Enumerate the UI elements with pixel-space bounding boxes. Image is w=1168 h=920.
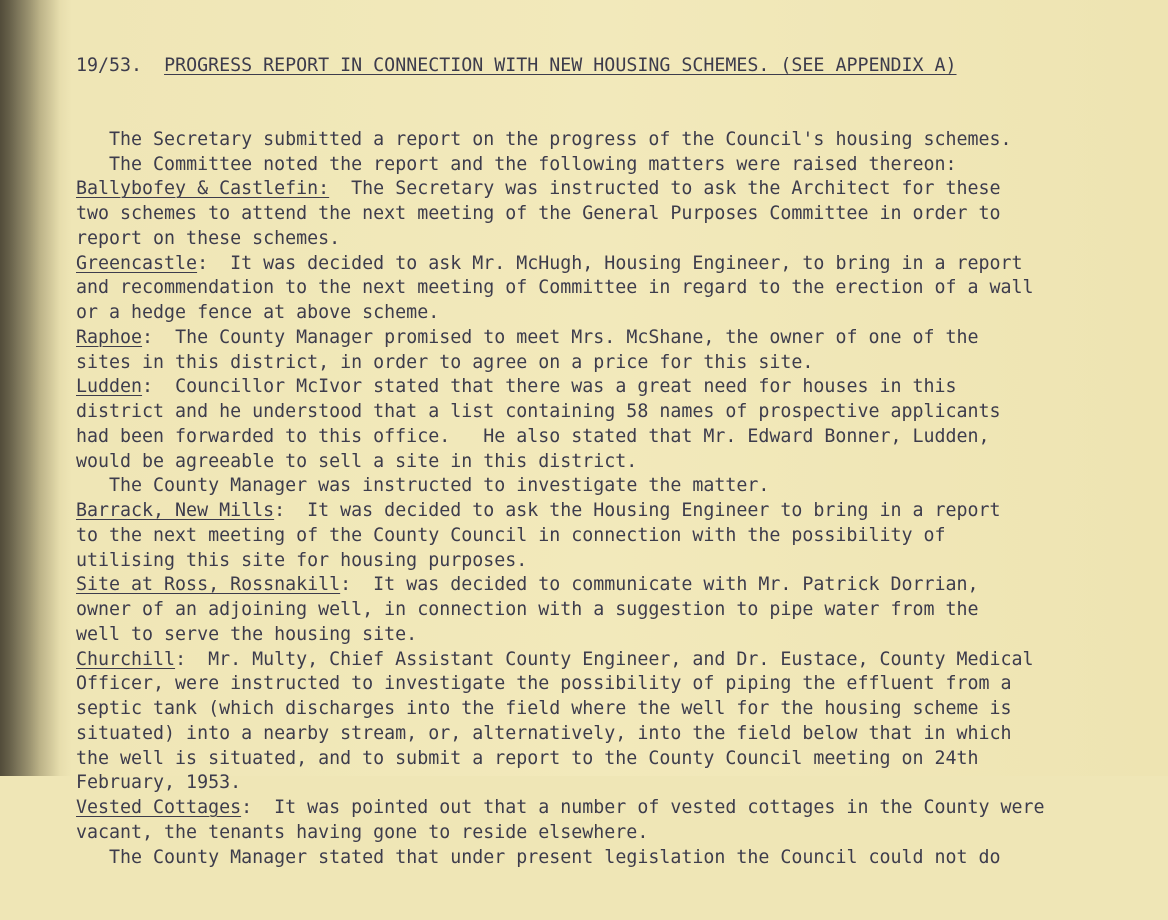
line-text: owner of an adjoining well, in connection with a suggestion to pipe water from the [76,599,979,620]
text-line [76,747,1166,772]
text-line [76,697,1166,722]
text-line [76,474,1166,499]
text-line [76,227,1166,252]
line-text: The Secretary submitted a report on the progress of the Council's housing schemes. [109,128,1012,150]
line-text: : It was decided to ask Mr. McHugh, Housing Engineer, to bring in a report [197,252,1023,274]
line-text: : Mr. Multy, Chief Assistant County Engineer, and Dr. Eustace, County Medical [175,648,1034,670]
binding-shadow [0,0,60,776]
text-line [76,202,1166,227]
line-text: would be agreeable to sell a site in this district. [76,450,638,472]
text-line [76,153,1166,178]
text-line [76,425,1166,450]
text-line [76,128,1166,153]
minute-number: 19/53. [76,54,143,76]
scheme-label: Ballybofey & Castlefin: [76,178,330,200]
line-text: and recommendation to the next meeting of Committee in regard to the erection of a wall [76,277,1034,299]
text-line [76,400,1166,425]
line-text: : It was pointed out that a number of vested cottages in the County were [241,797,1045,818]
line-text: sites in this district, in order to agree on a price for this site. [76,351,814,373]
line-text: septic tank (which discharges into the field where the well for the housing scheme is [76,698,1012,719]
scheme-label: Site at Ross, Rossnakill [76,574,341,596]
line-text: had been forwarded to this office. He also stated that Mr. Edward Bonner, Ludden, [76,425,990,447]
line-text: Officer, were instructed to investigate the possibility of piping the effluent from a [76,673,1012,695]
text-line [76,524,1166,549]
line-text: report on these schemes. [76,227,341,249]
line-text: The County Manager was instructed to investigate the matter. [109,475,770,497]
text-line [76,722,1166,747]
line-text: The Committee noted the report and the following matters were raised thereon: [109,153,957,175]
text-line [76,276,1166,301]
scheme-label: Raphoe [76,326,143,348]
line-text: utilising this site for housing purposes. [76,549,528,571]
line-text: situated) into a nearby stream, or, alternatively, into the field below that in which [76,722,1012,744]
text-line [76,549,1166,574]
minute-heading-line [76,54,1166,79]
text-line [76,672,1166,697]
text-line [76,648,1166,673]
line-text: to the next meeting of the County Council in connection with the possibility of [76,524,946,546]
text-line [76,375,1166,400]
text-line [76,573,1166,598]
text-line [76,796,1166,821]
scheme-label: Ludden [76,376,143,398]
scheme-label: Vested Cottages [76,797,242,818]
scheme-label: Greencastle [76,252,198,274]
line-text: : It was decided to ask the Housing Engineer to bring in a report [274,500,1001,521]
text-line [76,598,1166,623]
typed-minutes [76,4,1166,920]
text-line [76,623,1166,648]
text-line [76,450,1166,475]
line-text: : It was decided to communicate with Mr. Patrick Dorrian, [340,574,979,596]
text-line [76,301,1166,326]
line-text: well to serve the housing site. [76,623,418,645]
line-text: The County Manager stated that under present legislation the Council could not do [109,846,1001,868]
line-text: : The County Manager promised to meet Mrs. McShane, the owner of one of the [142,326,979,348]
line-text: February, 1953. [76,772,242,794]
text-line [76,177,1166,202]
text-line [76,846,1166,871]
line-text: or a hedge fence at above scheme. [76,302,440,323]
line-text: The Secretary was instructed to ask the Architect for these [329,178,1001,200]
text-line [76,771,1166,796]
line-text: district and he understood that a list containing 58 names of prospective applicants [76,401,1001,422]
text-line [76,252,1166,277]
minute-heading: PROGRESS REPORT IN CONNECTION WITH NEW HOUSING SCHEMES. (SEE APPENDIX A) [164,54,957,76]
text-line [76,351,1166,376]
text-line [76,499,1166,524]
minute-body [76,128,1166,871]
line-text: the well is situated, and to submit a report to the County Council meeting on 24th [76,747,979,769]
line-text: vacant, the tenants having gone to reside elsewhere. [76,821,649,843]
line-text: : Councillor McIvor stated that there was a great need for houses in this [142,376,957,398]
text-line [76,821,1166,846]
scheme-label: Churchill [76,648,176,670]
text-line [76,326,1166,351]
scheme-label: Barrack, New Mills [76,500,275,521]
line-text: two schemes to attend the next meeting of the General Purposes Committee in order to [76,203,1001,224]
